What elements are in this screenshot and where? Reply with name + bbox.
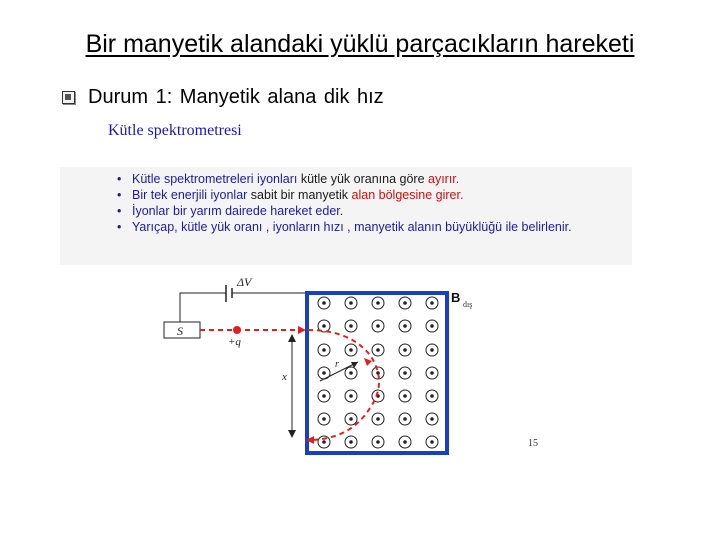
charge-label: +q [228, 336, 241, 348]
field-dot-center [349, 301, 353, 305]
field-dot-center [322, 324, 326, 328]
field-dot-center [430, 371, 434, 375]
field-dot-center [430, 301, 434, 305]
circuit-wire-left [180, 293, 226, 324]
field-dot-center [376, 440, 380, 444]
field-dot-center [403, 324, 407, 328]
distance-arrow-up-icon [288, 334, 296, 342]
field-dot-center [349, 348, 353, 352]
field-dot-center [349, 394, 353, 398]
field-dot-center [430, 348, 434, 352]
field-dot-center [322, 371, 326, 375]
field-dot-center [322, 417, 326, 421]
field-dot-center [430, 440, 434, 444]
field-dot-center [430, 324, 434, 328]
field-dot-center [376, 324, 380, 328]
field-dot-center [403, 371, 407, 375]
bullet-text: Durum 1: Manyetik alana dik hız [88, 86, 384, 108]
field-dot-center [349, 324, 353, 328]
field-dot-center [349, 371, 353, 375]
field-dot-center [322, 394, 326, 398]
source-label: S [177, 324, 183, 338]
field-subscript: dış [463, 300, 473, 309]
figure-list-item: • Bir tek enerjili iyonlar sabit bir manyetik alan bölgesine girer. [132, 187, 632, 203]
field-dot-center [403, 348, 407, 352]
field-dot-center [376, 417, 380, 421]
field-label: B [451, 290, 461, 305]
field-dot-center [403, 394, 407, 398]
incoming-arrowhead-icon [298, 326, 306, 334]
field-dot-center [403, 417, 407, 421]
figure-list-item: • Yarıçap, kütle yük oranı , iyonların hızı , manyetik alanın büyüklüğü ile belirlenir. [132, 219, 632, 235]
field-dot-center [403, 440, 407, 444]
figure-page-number: 15 [528, 438, 538, 449]
field-dot-center [376, 348, 380, 352]
subheading: Kütle spektrometresi [108, 122, 242, 139]
distance-label: x [282, 371, 287, 383]
field-dot-center [322, 301, 326, 305]
distance-arrow-down-icon [288, 430, 296, 438]
field-dot-center [403, 301, 407, 305]
figure-list-item: • Kütle spektrometreleri iyonları kütle yük oranına göre ayırır. [132, 171, 632, 187]
field-dot-center [322, 348, 326, 352]
radius-label: r [335, 359, 339, 370]
field-dot-center [430, 417, 434, 421]
field-dot-center [430, 394, 434, 398]
figure-list-item: • İyonlar bir yarım dairede hareket eder. [132, 203, 632, 219]
slide-title: Bir manyetik alandaki yüklü parçacıkların hareketi [85, 30, 635, 58]
field-dot-center [376, 301, 380, 305]
field-dot-center [349, 440, 353, 444]
field-dot-center [322, 440, 326, 444]
voltage-label: ΔV [237, 275, 252, 289]
field-dot-center [349, 417, 353, 421]
